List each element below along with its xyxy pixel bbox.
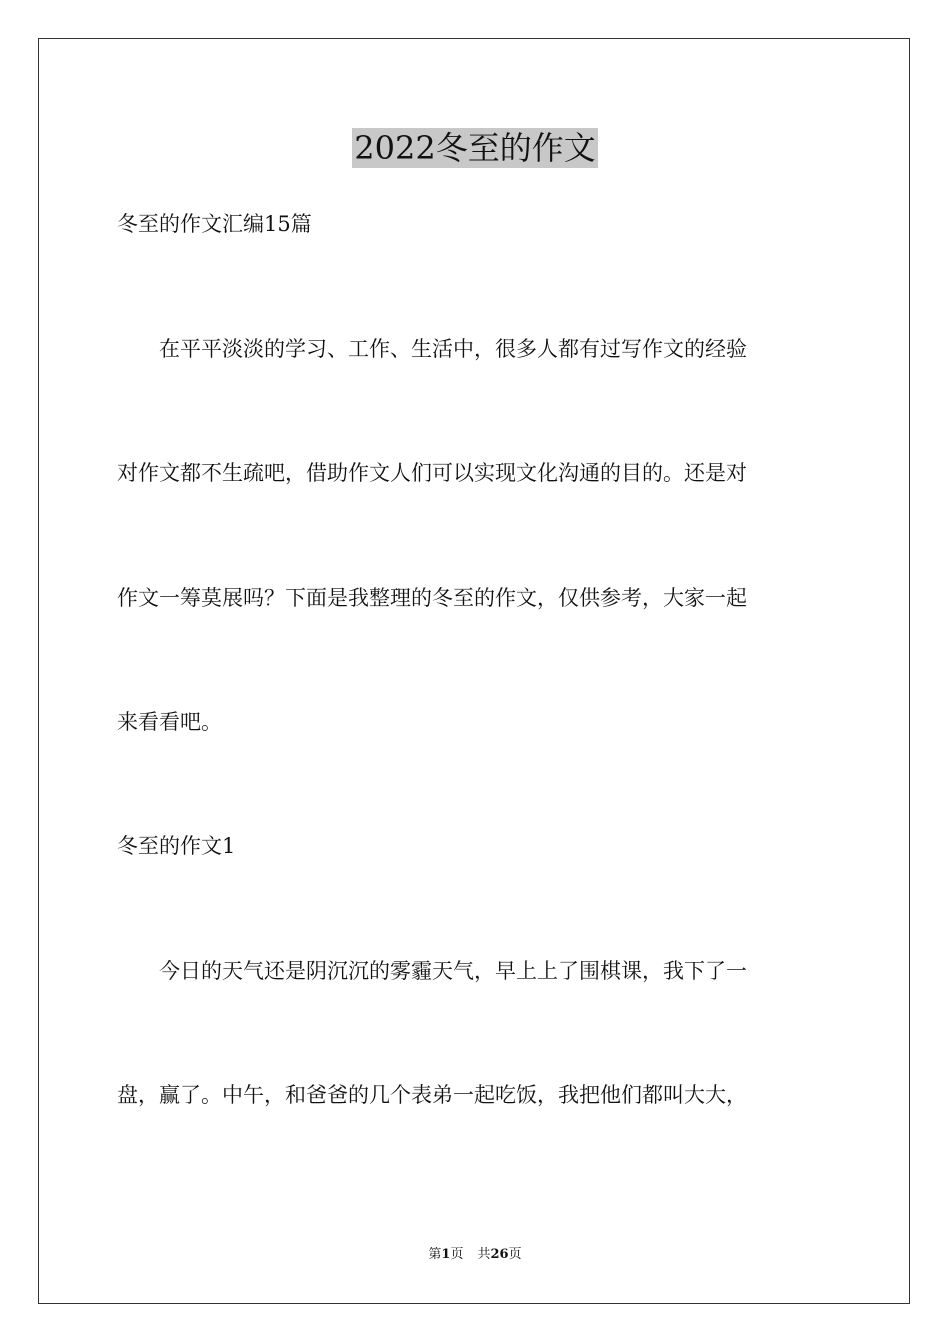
page-suffix: 页: [450, 1247, 464, 1262]
section-heading: 冬至的作文1: [117, 834, 236, 858]
title-container: [0, 128, 950, 168]
page-number: 1: [441, 1247, 451, 1262]
page-prefix: 第: [428, 1247, 442, 1262]
page-footer: [0, 1246, 950, 1264]
total-prefix: 共: [477, 1247, 491, 1262]
document-title: 2022冬至的作文: [354, 129, 596, 167]
total-pages: 26: [490, 1247, 509, 1262]
paragraph-line: 对作文都不生疏吧，借助作文人们可以实现文化沟通的目的。还是对: [117, 461, 747, 485]
subtitle-line: 冬至的作文汇编15篇: [117, 212, 312, 236]
paragraph-line: 今日的天气还是阴沉沉的雾霾天气，早上上了围棋课，我下了一: [117, 959, 747, 983]
paragraph-line: 作文一筹莫展吗？下面是我整理的冬至的作文，仅供参考，大家一起: [117, 586, 747, 610]
total-suffix: 页: [508, 1247, 522, 1262]
paragraph-line: 在平平淡淡的学习、工作、生活中，很多人都有过写作文的经验: [117, 337, 747, 361]
paragraph-line: 来看看吧。: [117, 710, 222, 734]
paragraph-line: 盘，赢了。中午，和爸爸的几个表弟一起吃饭，我把他们都叫大大，: [117, 1083, 747, 1107]
